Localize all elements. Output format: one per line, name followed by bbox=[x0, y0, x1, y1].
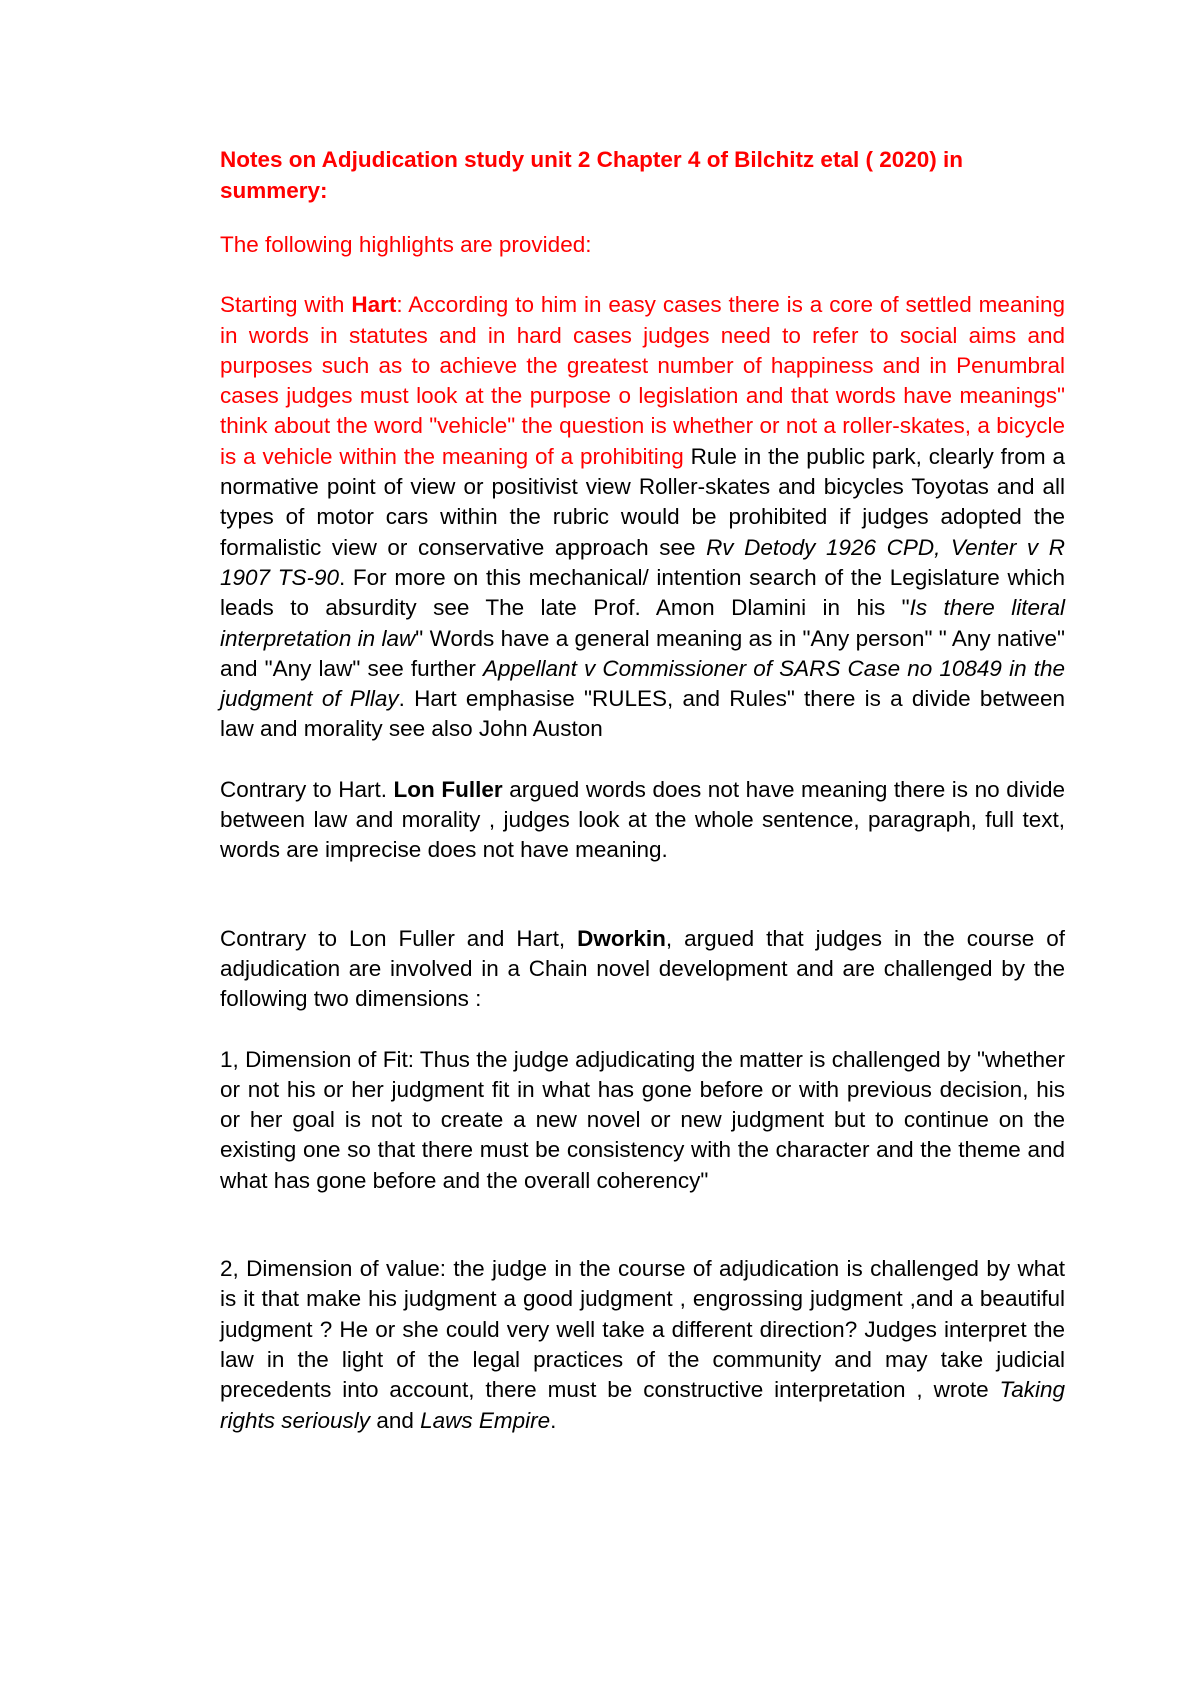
case-citation-2: Appellant v Commissioner of SARS Case no 10849 in the judgment of Pllay bbox=[220, 655, 1065, 712]
value-end: . bbox=[550, 1407, 557, 1433]
case-citation-1: Rv Detody 1926 CPD, Venter v R 1907 TS-90 bbox=[220, 534, 1065, 590]
value-text: 2, Dimension of value: the judge in the course of adjudication is challenged by what is it that make his judgment a good judgment , engrossing judgment ,and a beautiful judgment ? He or she could very well take a different direction? Judges interpret the law in the light of the legal practices of the community and may take judicial precedents into account, there must be constructive interpretation , wrote bbox=[220, 1256, 1065, 1403]
dimension-value-paragraph bbox=[220, 1254, 1065, 1436]
article-title: Is there literal interpretation in law bbox=[220, 595, 1065, 651]
hart-text-black-c: " Words have a general meaning as in "Any person" " Any native" and "Any law" see further bbox=[220, 625, 1066, 681]
dworkin-lead: Contrary to Lon Fuller and Hart, bbox=[220, 925, 578, 951]
fuller-lead: Contrary to Hart. bbox=[220, 776, 394, 802]
dworkin-name: Dworkin bbox=[577, 925, 666, 951]
hart-text-black-a: Rule in the public park, clearly from a normative point of view or positivist view Roller-skates and bicycles Toyotas and all types of motor cars within the rubric would be prohibited if judges adopted the formalistic view or conservative approach see bbox=[220, 443, 1065, 560]
hart-text-black-b: . For more on this mechanical/ intention search of the Legislature which leads to absurdity see The late Prof. Amon Dlamini in his " bbox=[220, 564, 1065, 621]
fuller-name: Lon Fuller bbox=[393, 776, 503, 802]
fuller-paragraph bbox=[220, 775, 1065, 866]
book-title-1: Taking rights seriously bbox=[220, 1377, 1065, 1433]
hart-text-black-d: . Hart emphasise "RULES, and Rules" there is a divide between law and morality see also John Auston bbox=[220, 686, 1065, 742]
dimension-fit-paragraph: 1, Dimension of Fit: Thus the judge adjudicating the matter is challenged by "whether or not his or her judgment fit in what has gone before or with previous decision, his or her goal is not to create a new novel or new judgment but to continue on the existing one so that there must be consistency with the character and the theme and what has gone before and the overall coherency" bbox=[220, 1046, 1065, 1193]
dworkin-paragraph bbox=[220, 924, 1065, 1015]
dworkin-text: , argued that judges in the course of adjudication are involved in a Chain novel development and are challenged by the following two dimensions : bbox=[220, 925, 1065, 1012]
intro-paragraph: The following highlights are provided: bbox=[220, 232, 592, 257]
fuller-text: argued words does not have meaning there is no divide between law and morality , judges look at the whole sentence, paragraph, full text, words are imprecise does not have meaning. bbox=[220, 776, 1066, 863]
book-title-2: Laws Empire bbox=[420, 1407, 551, 1433]
hart-text-red-a: Starting with bbox=[220, 292, 352, 318]
document-title: Notes on Adjudication study unit 2 Chapter 4 of Bilchitz etal ( 2020) in summery: bbox=[220, 147, 963, 203]
document-body bbox=[220, 145, 1065, 1436]
value-mid: and bbox=[370, 1407, 421, 1433]
hart-text-red-b: : According to him in easy cases there is a core of settled meaning in words in statutes and in hard cases judges need to refer to social aims and purposes such as to achieve the greatest number of happiness and in Penumbral cases judges must look at the purpose o legislation and that words have meanings" think about the word "vehicle" the question is whether or not a roller-skates, a bicycle is a vehicle within the meaning of a prohibiting bbox=[220, 292, 1065, 469]
hart-name: Hart bbox=[351, 292, 397, 318]
hart-paragraph bbox=[220, 290, 1065, 744]
